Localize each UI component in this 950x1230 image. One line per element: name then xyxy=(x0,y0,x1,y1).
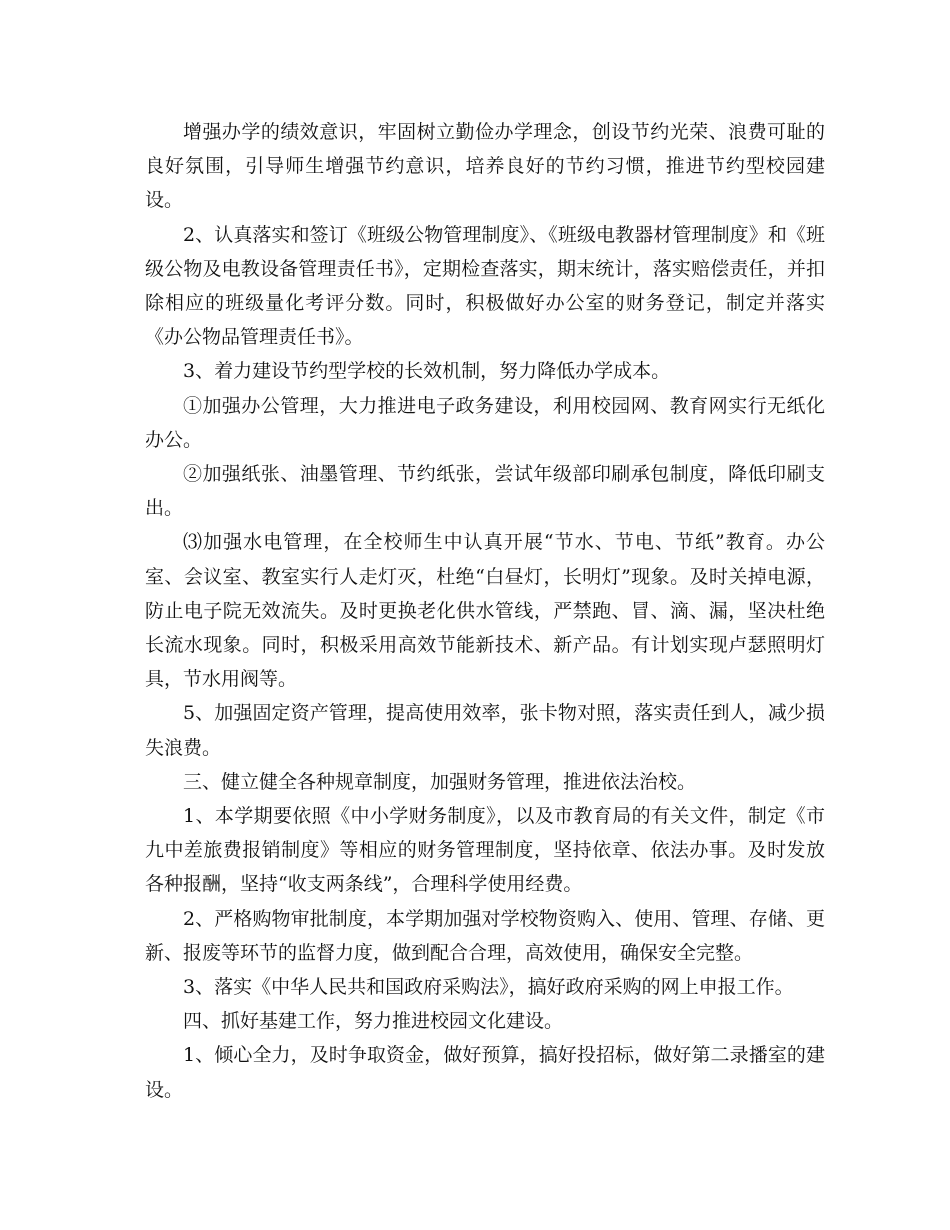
document-page xyxy=(145,115,825,1107)
paragraph-thrift-awareness: 增强办学的绩效意识，牢固树立勤俭办学理念，创设节约光荣、浪费可耻的良好氛围，引导师生增强节约意识，培养良好的节约习惯，推进节约型校园建设。 xyxy=(145,121,825,212)
paragraph-finance-rules: 1、本学期要依照《中小学财务制度》，以及市教育局的有关文件，制定《市九中差旅费报销制度》等相应的财务管理制度，坚持依章、依法办事。及时发放各种报酬，坚持“收支两条线”，合理科学使用经费。 xyxy=(145,805,825,896)
paragraph-paper-ink-management: ②加强纸张、油墨管理、节约纸张，尝试年级部印刷承包制度，降低印刷支出。 xyxy=(145,463,825,520)
paragraph-purchase-approval: 2、严格购物审批制度，本学期加强对学校物资购入、使用、管理、存储、更新、报废等环节的监督力度，做到配合合理，高效使用，确保安全完整。 xyxy=(145,907,825,964)
paragraph-water-power-management: ⑶加强水电管理，在全校师生中认真开展“节水、节电、节纸”教育。办公室、会议室、教室实行人走灯灭，杜绝“白昼灯，长明灯”现象。及时关掉电源，防止电子院无效流失。及时更换老化供水管线，严禁跑、冒、滴、漏，坚决杜绝长流水现象。同时，积极采用高效节能新技术、新产品。有计划实现卢瑟照明灯具，节水用阀等。 xyxy=(145,531,825,691)
paragraph-property-rules: 2、认真落实和签订《班级公物管理制度》、《班级电教器材管理制度》和《班级公物及电教设备管理责任书》，定期检查落实，期末统计，落实赔偿责任，并扣除相应的班级量化考评分数。同时，积极做好办公室的财务登记，制定并落实《办公物品管理责任书》。 xyxy=(145,223,825,349)
paragraph-long-term-mechanism: 3、着力建设节约型学校的长效机制，努力降低办学成本。 xyxy=(183,360,671,383)
paragraph-capital-construction: 1、倾心全力，及时争取资金，做好预算，搞好投招标，做好第二录播室的建设。 xyxy=(145,1044,825,1101)
paragraph-fixed-assets: 5、加强固定资产管理，提高使用效率，张卡物对照，落实责任到人，减少损失浪费。 xyxy=(145,702,825,759)
paragraph-procurement-law: 3、落实《中华人民共和国政府采购法》，搞好政府采购的网上申报工作。 xyxy=(183,976,794,999)
heading-section-four: 四、抓好基建工作，努力推进校园文化建设。 xyxy=(183,1010,564,1033)
heading-section-three: 三、健立健全各种规章制度，加强财务管理，推进依法治校。 xyxy=(183,770,697,793)
paragraph-office-management: ①加强办公管理，大力推进电子政务建设，利用校园网、教育网实行无纸化办公。 xyxy=(145,394,825,451)
